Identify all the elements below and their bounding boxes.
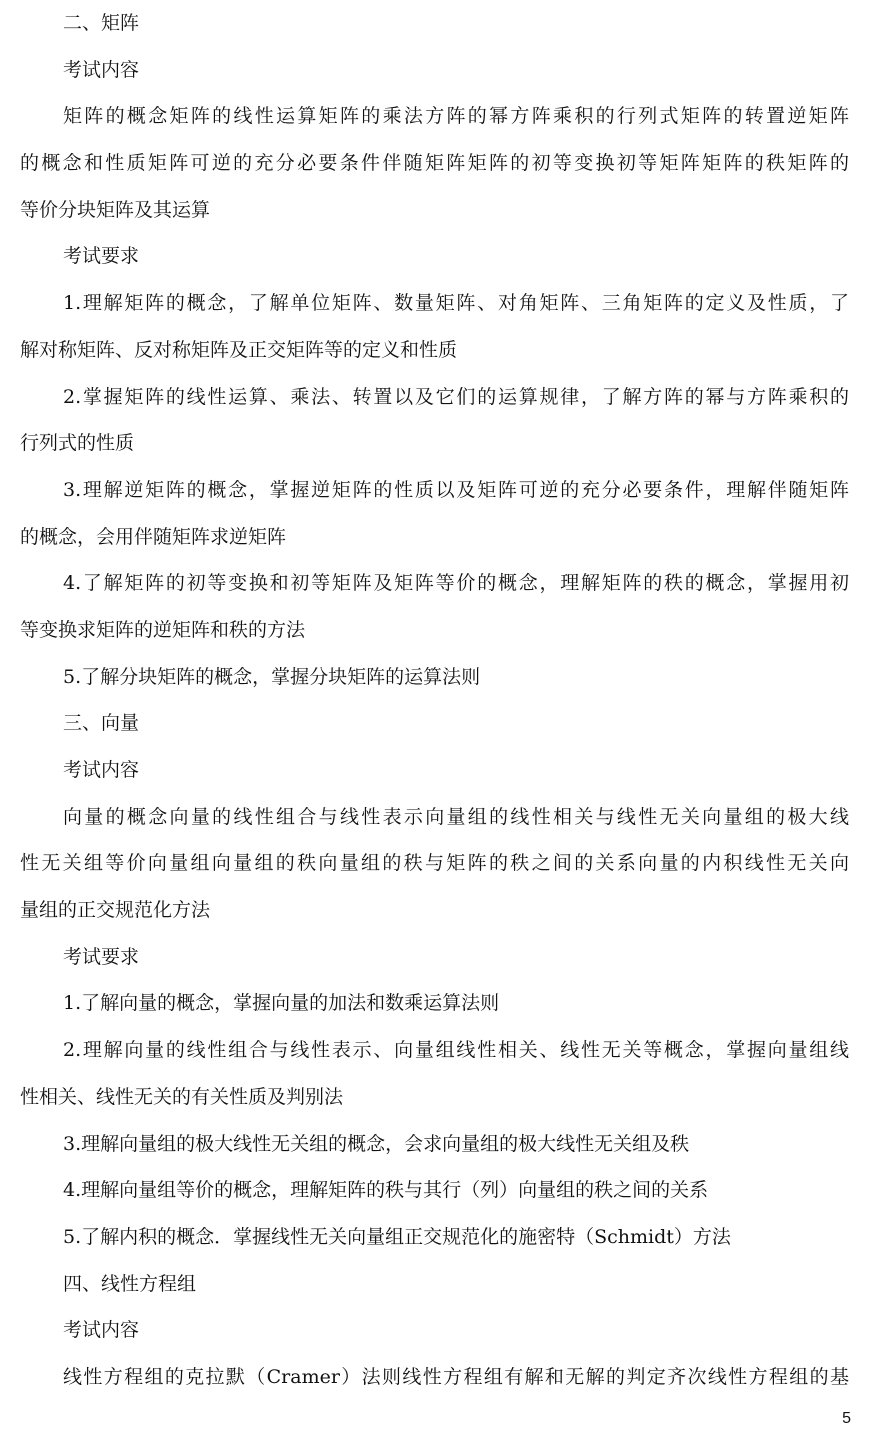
list-item-line: 等变换求矩阵的逆矩阵和秩的方法 [20, 618, 306, 641]
list-item-line: 行列式的性质 [20, 432, 135, 455]
list-item-line: 5.了解内积的概念．掌握线性无关向量组正交规范化的施密特（Schmidt）方法 [63, 1225, 731, 1248]
list-item-line: 3.理解逆矩阵的概念，掌握逆矩阵的性质以及矩阵可逆的充分必要条件，理解伴随矩阵 [63, 478, 849, 501]
list-item-line: 2.掌握矩阵的线性运算、乘法、转置以及它们的运算规律，了解方阵的幂与方阵乘积的 [63, 385, 849, 408]
subheading-exam-content: 考试内容 [63, 1319, 140, 1342]
list-item-line: 的概念，会用伴随矩阵求逆矩阵 [20, 525, 287, 548]
list-item-line: 性相关、线性无关的有关性质及判别法 [20, 1085, 344, 1108]
paragraph-line: 等价分块矩阵及其运算 [20, 198, 211, 221]
subheading-exam-requirements: 考试要求 [63, 245, 140, 268]
page-number: 5 [842, 1410, 851, 1427]
paragraph-line: 向量的概念向量的线性组合与线性表示向量组的线性相关与线性无关向量组的极大线 [63, 805, 849, 828]
paragraph-line: 的概念和性质矩阵可逆的充分必要条件伴随矩阵矩阵的初等变换初等矩阵矩阵的秩矩阵的 [20, 152, 849, 175]
document-body [20, 0, 849, 1401]
list-item-line: 2.理解向量的线性组合与线性表示、向量组线性相关、线性无关等概念，掌握向量组线 [63, 1039, 849, 1062]
paragraph-line: 线性方程组的克拉默（Cramer）法则线性方程组有解和无解的判定齐次线性方程组的基 [63, 1365, 849, 1388]
section-heading-linear-equations: 四、线性方程组 [63, 1272, 197, 1295]
list-item-line: 5.了解分块矩阵的概念，掌握分块矩阵的运算法则 [63, 665, 481, 688]
list-item-line: 1.了解向量的概念，掌握向量的加法和数乘运算法则 [63, 992, 500, 1015]
list-item-line: 3.理解向量组的极大线性无关组的概念，会求向量组的极大线性无关组及秩 [63, 1132, 690, 1155]
list-item-line: 4.了解矩阵的初等变换和初等矩阵及矩阵等价的概念，理解矩阵的秩的概念，掌握用初 [63, 572, 849, 595]
paragraph-line: 量组的正交规范化方法 [20, 899, 211, 922]
section-heading-vector: 三、向量 [63, 712, 140, 735]
subheading-exam-content: 考试内容 [63, 759, 140, 781]
paragraph-line: 性无关组等价向量组向量组的秩向量组的秩与矩阵的秩之间的关系向量的内积线性无关向 [20, 852, 849, 875]
section-heading-matrix: 二、矩阵 [63, 12, 140, 34]
paragraph-line: 矩阵的概念矩阵的线性运算矩阵的乘法方阵的幂方阵乘积的行列式矩阵的转置逆矩阵 [63, 105, 849, 128]
list-item-line: 1.理解矩阵的概念，了解单位矩阵、数量矩阵、对角矩阵、三角矩阵的定义及性质，了 [63, 292, 849, 315]
list-item-line: 解对称矩阵、反对称矩阵及正交矩阵等的定义和性质 [20, 338, 458, 361]
subheading-exam-content: 考试内容 [63, 58, 140, 81]
subheading-exam-requirements: 考试要求 [63, 945, 140, 968]
list-item-line: 4.理解向量组等价的概念，理解矩阵的秩与其行（列）向量组的秩之间的关系 [63, 1179, 709, 1202]
